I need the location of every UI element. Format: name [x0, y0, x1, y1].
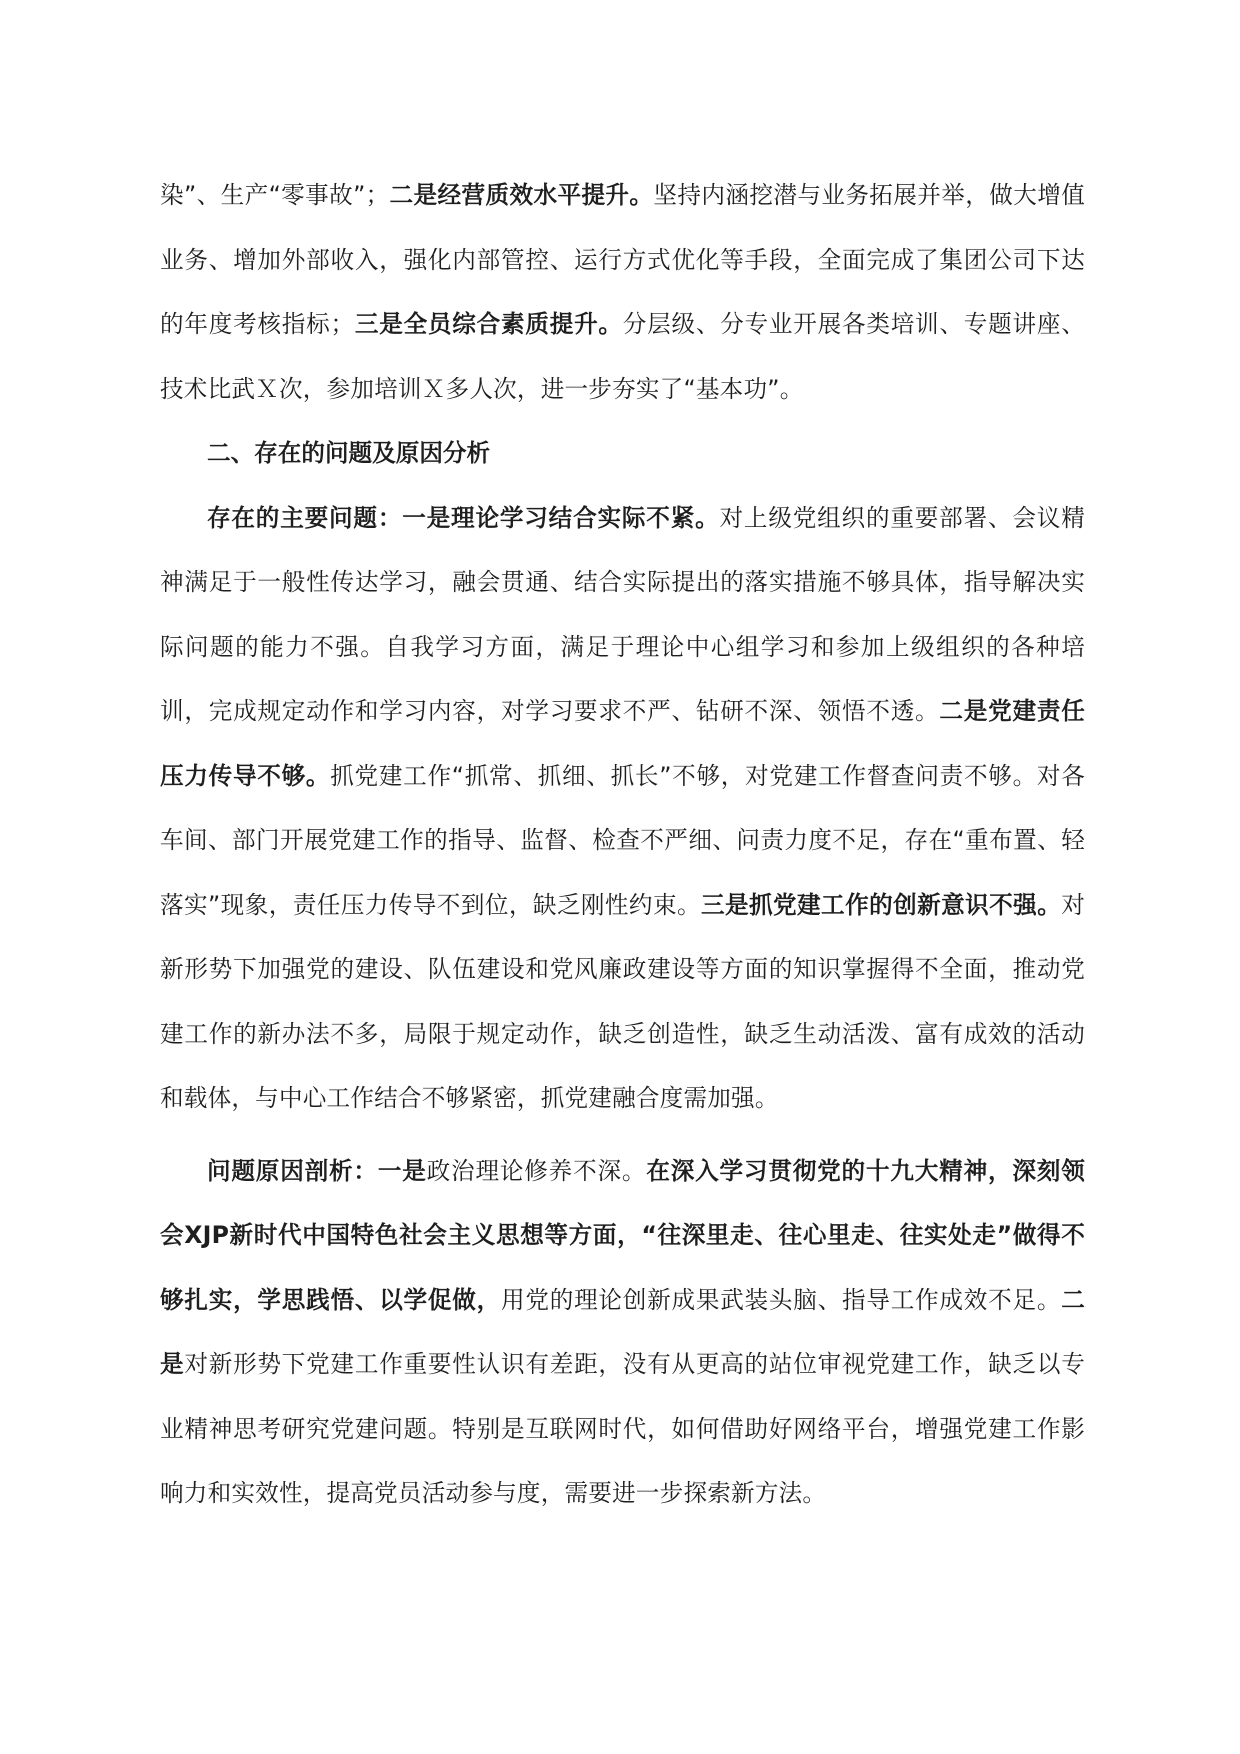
bold-point-two: 二是经营质效水平提升。 [389, 181, 654, 209]
cause-one-text: 用党的理论创新成果武装头脑、指导工作成效不足。 [501, 1285, 1062, 1314]
text-segment: 染”、生产“零事故”； [160, 181, 390, 209]
document-body [160, 163, 1085, 1526]
problem-three-title: 三是抓党建工作的创新意识不强。 [700, 890, 1062, 919]
problem-two-text: 抓党建工作“抓常、抓细、抓长”不够，对党建工作督查问责不够。对各车间、部门开展党建工作的指导、监督、检查不严细、问责力度不足，存在“重布置、轻落实”现象，责任压力传导不到位，缺乏刚性约束。 [160, 761, 1085, 919]
text-segment: 坚持内涵挖潜与业务拓展并举，做大增值业务、增加外部收入，强化内部管控、运行方式优化等手段，全面完成了集团公司下达的年度考核指标； [160, 181, 1085, 338]
section-heading: 二、存在的问题及原因分析 [207, 439, 491, 467]
causes-paragraph [160, 1139, 1085, 1526]
problem-one-text: 对上级党组织的重要部署、会议精神满足于一般性传达学习，融会贯通、结合实际提出的落实措施不够具体，指导解决实际问题的能力不强。自我学习方面，满足于理论中心组学习和参加上级组织的各种培训，完成规定动作和学习内容，对学习要求不严、钻研不深、领悟不透。 [160, 503, 1085, 725]
problem-one-title: 一是理论学习结合实际不紧。 [402, 503, 720, 532]
results-paragraph [160, 163, 1085, 421]
causes-lead: 问题原因剖析： [207, 1156, 378, 1185]
text-segment: 分层级、分专业开展各类培训、专题讲座、技术比武Ｘ次，参加培训Ｘ多人次，进一步夯实了“基本功”。 [160, 310, 1085, 403]
cause-one-marker: 一是 [377, 1156, 427, 1185]
problems-lead: 存在的主要问题： [207, 503, 403, 532]
problem-two-title: 二是党建责任压力传导不够。 [160, 697, 1085, 790]
cause-one-bold-text: 在深入学习贯彻党的十九大精神，深刻领会XJP新时代中国特色社会主义思想等方面，“往深里走、往心里走、往实处走”做得不够扎实，学思践悟、以学促做， [160, 1156, 1085, 1314]
cause-one-title: 政治理论修养不深。 [426, 1156, 647, 1185]
cause-two-marker: 二是 [160, 1285, 1085, 1378]
problems-paragraph [160, 486, 1085, 1131]
problem-three-text: 对新形势下加强党的建设、队伍建设和党风廉政建设等方面的知识掌握得不全面，推动党建工作的新办法不多，局限于规定动作，缺乏创造性，缺乏生动活泼、富有成效的活动和载体，与中心工作结合不够紧密，抓党建融合度需加强。 [160, 890, 1086, 1112]
bold-point-three: 三是全员综合素质提升。 [354, 310, 623, 338]
cause-two-text: 对新形势下党建工作重要性认识有差距，没有从更高的站位审视党建工作，缺乏以专业精神思考研究党建问题。特别是互联网时代，如何借助好网络平台，增强党建工作影响力和实效性，提高党员活动参与度，需要进一步探索新方法。 [160, 1350, 1085, 1507]
